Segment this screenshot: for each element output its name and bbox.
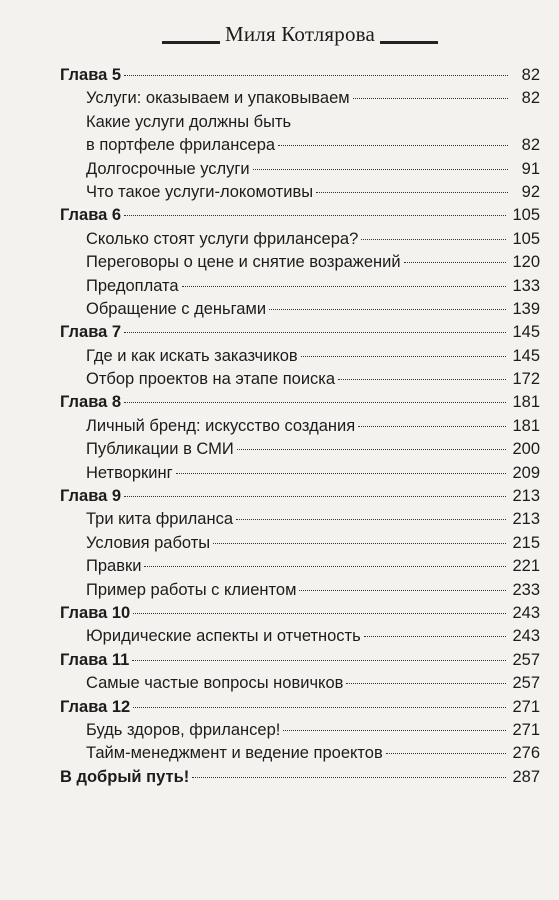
toc-entry-row bbox=[60, 298, 540, 321]
toc-entry-row bbox=[60, 438, 540, 461]
dot-leader bbox=[237, 449, 507, 450]
toc-entry-row bbox=[60, 368, 540, 391]
toc-page-number: 215 bbox=[512, 533, 540, 552]
toc-page-number: 257 bbox=[512, 674, 540, 693]
dot-leader bbox=[301, 356, 507, 357]
toc-page-number: 181 bbox=[512, 416, 540, 435]
toc-page-number: 213 bbox=[512, 510, 540, 529]
toc-page-number: 221 bbox=[512, 557, 540, 576]
toc-chapter-row bbox=[60, 204, 540, 227]
toc-entry-title: Обращение с деньгами bbox=[86, 299, 267, 318]
toc-page-number: 172 bbox=[512, 370, 540, 389]
toc-page-number: 92 bbox=[521, 182, 540, 201]
dot-leader bbox=[364, 636, 507, 637]
toc-page-number: 133 bbox=[512, 276, 540, 295]
toc-entry-row bbox=[60, 345, 540, 368]
toc-entry-row bbox=[60, 742, 540, 765]
toc-entry-title: Глава 10 bbox=[60, 603, 131, 622]
toc-entry-row bbox=[60, 766, 540, 789]
toc-entry-row bbox=[60, 508, 540, 531]
dot-leader bbox=[269, 309, 506, 310]
toc-entry-title: Услуги: оказываем и упаковываем bbox=[86, 89, 350, 108]
toc-entry-title: Самые частые вопросы новичков bbox=[86, 674, 344, 693]
toc-page-number: 105 bbox=[512, 206, 540, 225]
toc-page-number: 287 bbox=[512, 767, 540, 786]
toc-chapter-row bbox=[60, 321, 540, 344]
toc-entry-title: Где и как искать заказчиков bbox=[86, 346, 298, 365]
toc-entry-row bbox=[60, 672, 540, 695]
toc-entry-title: Тайм-менеджмент и ведение проектов bbox=[86, 744, 383, 763]
toc-entry-title: Будь здоров, фрилансер! bbox=[86, 720, 281, 739]
toc-entry-title: Что такое услуги-локомотивы bbox=[86, 182, 314, 201]
dot-leader bbox=[176, 473, 507, 474]
toc-entry-row bbox=[60, 462, 540, 485]
toc-page-number: 145 bbox=[512, 323, 540, 342]
toc-page-number: 120 bbox=[512, 253, 540, 272]
toc-chapter-row bbox=[60, 485, 540, 508]
toc-page-number: 82 bbox=[521, 89, 540, 108]
dot-leader bbox=[213, 543, 506, 544]
toc-entry-title: Правки bbox=[86, 557, 142, 576]
dot-leader bbox=[278, 145, 508, 146]
toc-page-number: 181 bbox=[512, 393, 540, 412]
toc-entry-row bbox=[60, 228, 540, 251]
dot-leader bbox=[182, 286, 507, 287]
toc-entry-title: Переговоры о цене и снятие возражений bbox=[86, 253, 401, 272]
toc-entry-title: В добрый путь! bbox=[60, 767, 190, 786]
toc-page-number: 243 bbox=[512, 603, 540, 622]
toc-entry-title: Юридические аспекты и отчетность bbox=[86, 627, 361, 646]
dot-leader bbox=[361, 239, 506, 240]
dot-leader bbox=[132, 660, 506, 661]
toc-entry-title: Глава 7 bbox=[60, 323, 122, 342]
toc-entry-title: Публикации в СМИ bbox=[86, 440, 234, 459]
toc-entry-title: Глава 9 bbox=[60, 487, 122, 506]
toc-entry-title: Предоплата bbox=[86, 276, 179, 295]
toc-page-number: 276 bbox=[512, 744, 540, 763]
toc-entry-row bbox=[60, 87, 540, 110]
dot-leader bbox=[338, 379, 506, 380]
dot-leader bbox=[346, 683, 506, 684]
toc-entry-row bbox=[60, 625, 540, 648]
toc-page-number: 82 bbox=[521, 66, 540, 84]
toc-page-number: 271 bbox=[512, 720, 540, 739]
toc-chapter-row bbox=[60, 602, 540, 625]
toc-entry-row bbox=[60, 555, 540, 578]
toc-page-number: 200 bbox=[512, 440, 540, 459]
toc-entry-row bbox=[60, 158, 540, 181]
toc-entry-title: Глава 6 bbox=[60, 206, 122, 225]
dot-leader bbox=[124, 402, 506, 403]
author-name: Миля Котлярова bbox=[224, 22, 376, 46]
toc-entry-row bbox=[60, 134, 540, 157]
dot-leader bbox=[404, 262, 507, 263]
toc-page-number: 233 bbox=[512, 580, 540, 599]
toc-entry-title: Глава 5 bbox=[60, 66, 122, 84]
toc-entry-title: Какие услуги должны быть bbox=[86, 112, 292, 131]
toc-chapter-row bbox=[60, 64, 540, 87]
toc-page-number: 139 bbox=[512, 299, 540, 318]
toc-entry-row bbox=[60, 579, 540, 602]
toc-entry-title: Глава 12 bbox=[60, 697, 131, 716]
toc-page-number: 213 bbox=[512, 487, 540, 506]
toc-chapter-row bbox=[60, 649, 540, 672]
toc-entry-title: Три кита фриланса bbox=[86, 510, 234, 529]
toc-entry-title: Сколько стоят услуги фрилансера? bbox=[86, 229, 359, 248]
toc-entry-title: в портфеле фрилансера bbox=[86, 136, 276, 155]
dot-leader bbox=[358, 426, 506, 427]
toc-entry-row bbox=[60, 251, 540, 274]
dot-leader bbox=[283, 730, 506, 731]
header-rule-right bbox=[380, 41, 438, 44]
dot-leader bbox=[253, 169, 508, 170]
toc-page-number: 271 bbox=[512, 697, 540, 716]
toc-entry-title: Отбор проектов на этапе поиска bbox=[86, 370, 336, 389]
toc-page-number: 82 bbox=[521, 136, 540, 155]
table-of-contents bbox=[60, 64, 540, 789]
toc-entry-row bbox=[60, 275, 540, 298]
toc-entry-row bbox=[60, 111, 540, 134]
toc-entry-title: Глава 11 bbox=[60, 650, 130, 669]
dot-leader bbox=[124, 215, 506, 216]
dot-leader bbox=[124, 332, 506, 333]
running-header bbox=[0, 18, 559, 52]
toc-entry-title: Нетворкинг bbox=[86, 463, 173, 482]
dot-leader bbox=[133, 613, 506, 614]
toc-page-number: 257 bbox=[512, 650, 540, 669]
toc-page-number: 209 bbox=[512, 463, 540, 482]
toc-chapter-row bbox=[60, 696, 540, 719]
toc-page-number: 91 bbox=[521, 159, 540, 178]
dot-leader bbox=[299, 590, 506, 591]
toc-entry-row bbox=[60, 415, 540, 438]
toc-entry-title: Пример работы с клиентом bbox=[86, 580, 297, 599]
toc-page-number: 145 bbox=[512, 346, 540, 365]
header-rule-left bbox=[162, 41, 220, 44]
dot-leader bbox=[124, 496, 506, 497]
toc-page-number: 105 bbox=[512, 229, 540, 248]
dot-leader bbox=[316, 192, 508, 193]
toc-entry-title: Долгосрочные услуги bbox=[86, 159, 250, 178]
dot-leader bbox=[144, 566, 506, 567]
toc-entry-row bbox=[60, 532, 540, 555]
toc-entry-row bbox=[60, 719, 540, 742]
dot-leader bbox=[353, 98, 508, 99]
toc-chapter-row bbox=[60, 391, 540, 414]
dot-leader bbox=[192, 777, 506, 778]
dot-leader bbox=[133, 707, 506, 708]
toc-entry-title: Условия работы bbox=[86, 533, 211, 552]
toc-entry-row bbox=[60, 181, 540, 204]
toc-entry-title: Личный бренд: искусство создания bbox=[86, 416, 356, 435]
dot-leader bbox=[236, 519, 506, 520]
toc-page-number: 243 bbox=[512, 627, 540, 646]
dot-leader bbox=[124, 75, 508, 76]
toc-entry-title: Глава 8 bbox=[60, 393, 122, 412]
dot-leader bbox=[386, 753, 507, 754]
